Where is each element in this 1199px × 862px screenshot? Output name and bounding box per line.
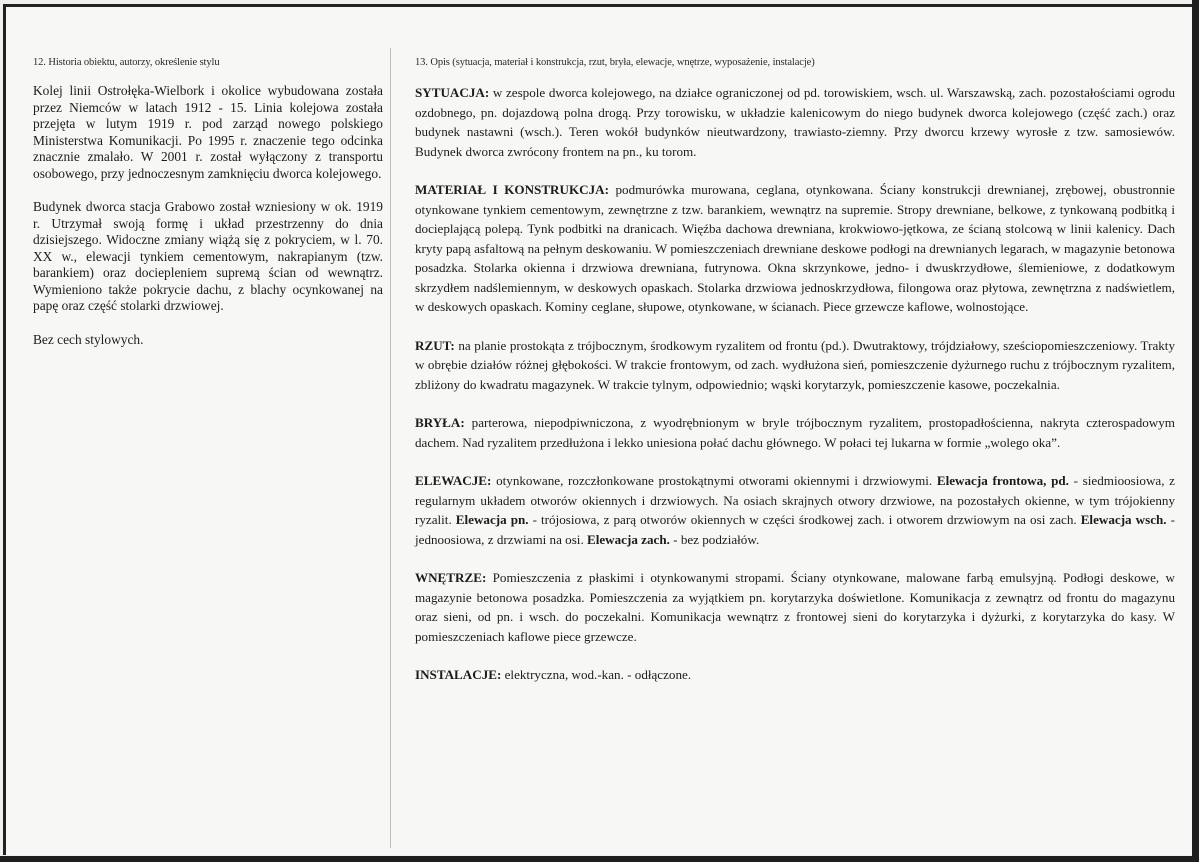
scan-edge-bottom (0, 856, 1199, 862)
section-label: MATERIAŁ I KONSTRUKCJA: (415, 182, 609, 197)
section-text: podmurówka murowana, ceglana, otynkowana. Ściany konstrukcji drewnianej, zrębowej, obustronnie otynkowane tynkiem cementowym, zewnętrzne z tzw. barankiem, wewnątrz na supremie. Stropy drewniane, belkowe, z tynkowaną podbitką i docieplającą polepą. Tynk podbitki na dranicach. Więźba dachowa drewniana, krokwiowo-jętkowa, ze ścianą stolcową w linii kalenicy. Dach kryty papą asfaltową na pełnym deskowaniu. W pomieszczeniach drewniane deskowe podłogi na drewnianych legarach, w magazynie betonowa posadzka. Stolarka okienna i drzwiowa drewniana, futrynowa. Okna skrzynkowe, jedno- i dwuskrzydłowe, ślemieniowe, z dodatkowym skrzydłem nadślemiennym, w deskowych opaskach. Stolarka drzwiowa jednoskrzydłowa, filongowa oraz płytowa, zewnętrzna z nadświetlem, w deskowych opaskach. Kominy ceglane, słupowe, otynkowane, w ścianach. Piece grzewcze kaflowe, wolnostojące. (415, 182, 1175, 314)
elevation-text: - bez podziałów. (669, 531, 760, 547)
section-text: w zespole dworca kolejowego, na działce ograniczonej od pd. torowiskiem, wsch. ul. Warszawską, zach. pozostałościami ogrodu ozdobnego, pn. dojazdową polna drogą. Przy torowisku, w układzie kalenicowym do niego budynek dworca kolejowego (część zach.) oraz budynek nastawni (wsch.). Teren wokół budynków nieutwardzony, trawiasto-ziemny. Przy dworcu krzewy wyrosłe z tzw. samosiewów. Budynek dworca zwrócony frontem na pn., ku torom. (415, 85, 1175, 159)
scan-edge-right (1192, 0, 1199, 862)
section-interior (415, 568, 1175, 646)
section-text: otynkowane, rozczłonkowane prostokątnymi otworami okiennymi i drzwiowymi. (491, 473, 937, 488)
elevation-label: Elewacja wsch. (1080, 512, 1167, 527)
description-header: 13. Opis (sytuacja, materiał i konstrukcja, rzut, bryła, elewacje, wnętrze, wyposażenie, instalacje) (415, 57, 815, 68)
section-label: SYTUACJA: (415, 85, 490, 100)
section-situation (415, 83, 1175, 161)
history-paragraph: Budynek dworca stacja Grabowo został wzniesiony w ok. 1919 r. Utrzymał swoją formę i układ przestrzenny do dnia dzisiejszego. Widoczne zmiany wiążą się z pokryciem, w l. 70. XX w., elewacji tynkiem cementowym, nakrapianym (tzw. barankiem) oraz dociepleniem suprемą ścian od wewnątrz. Wymieniono także pokrycie dachu, z blachy ocynkowanej na papę oraz część stolarki drzwiowej. (33, 199, 383, 313)
section-text: na planie prostokąta z trójbocznym, środkowym ryzalitem od frontu (pd.). Dwutraktowy, trójdziałowy, sześciopomieszczeniowy. Trakty w obrębie działów różnej głębokości. W trakcie frontowym, od zach. wydłużona sień, pomieszczenie dyżurnego ruchu z trójbocznym ryzalitem, zbliżony do kwadratu magazynek. W trakcie tylnym, odpowiednio; wąski korytarzyk, pomieszczenie kasowe, poczekalnia. (415, 337, 1175, 392)
section-material (415, 180, 1175, 317)
elevation-label: Elewacja pn. (455, 512, 529, 527)
history-column (33, 57, 383, 365)
section-text: elektryczna, wod.-kan. - odłączone. (501, 667, 692, 682)
section-label: WNĘTRZE: (415, 570, 487, 585)
section-plan (415, 336, 1175, 395)
section-label: INSTALACJE: (415, 667, 502, 682)
section-text: parterowa, niepodpiwniczona, z wyodrębnionym w bryle trójbocznym ryzalitem, prostopadłościenna, nakryta czterospadowym dachem. Nad ryzalitem przedłużona i lekko uniesiona połać dachu głównego. W połaci tej lukarna w formie „wolego oka”. (415, 415, 1175, 450)
column-divider (390, 48, 391, 848)
elevation-text: - jednoosiowa, z drzwiami na osi. (415, 512, 1176, 547)
elevation-label: Elewacja zach. (587, 531, 670, 547)
section-installations (415, 665, 1175, 685)
elevation-text: - trójosiowa, z parą otworów okiennych w części środkowej zach. i otworem drzwiowym na osi zach. (528, 512, 1081, 527)
style-paragraph: Bez cech stylowych. (33, 331, 144, 347)
history-header: 12. Historia obiektu, autorzy, określenie stylu (33, 57, 220, 68)
section-elevations (415, 471, 1175, 549)
section-body (415, 413, 1175, 452)
elevation-text: - siedmioosiowa, z regularnym układem otworów okiennych i drzwiowych. Na osiach skrajnych otwory drzwiowe, na pozostałych okienne, w tym trójokienny ryzalit. (415, 473, 1175, 527)
section-label: RZUT: (415, 337, 455, 353)
section-label: BRYŁA: (415, 415, 465, 430)
section-label: ELEWACJE: (415, 473, 492, 488)
elevation-label: Elewacja frontowa, pd. (936, 473, 1069, 488)
section-text: Pomieszczenia z płaskimi i otynkowanymi stropami. Ściany otynkowane, malowane farbą emulsyjną. Podłogi deskowe, w magazynie betonowa posadzka. Pomieszczenia za wyjątkiem pn. korytarzyka doświetlone. Komunikacja z zewnątrz od frontu do magazynu oraz sieni, od pn. i wsch. do poczekalni. Komunikacja wewnątrz z frontowej sieni do korytarzyka i dyżurki, z korytarzyka do kasy. W pomieszczeniach kaflowe piece grzewcze. (415, 570, 1175, 644)
description-column (415, 57, 1175, 704)
history-paragraph: Kolej linii Ostrołęka-Wielbork i okolice wybudowana została przez Niemców w latach 1912 - 15. Linia kolejowa została przejęta w lutym 1919 r. pod zarząd nowego polskiego Ministerstwa Komunikacji. Po 1995 r. znaczenie tego odcinka znacznie zmalało. W 2001 r. został wyłączony z transportu osobowego, przy jednoczesnym zamknięciu dworca kolejowego. (33, 83, 383, 181)
